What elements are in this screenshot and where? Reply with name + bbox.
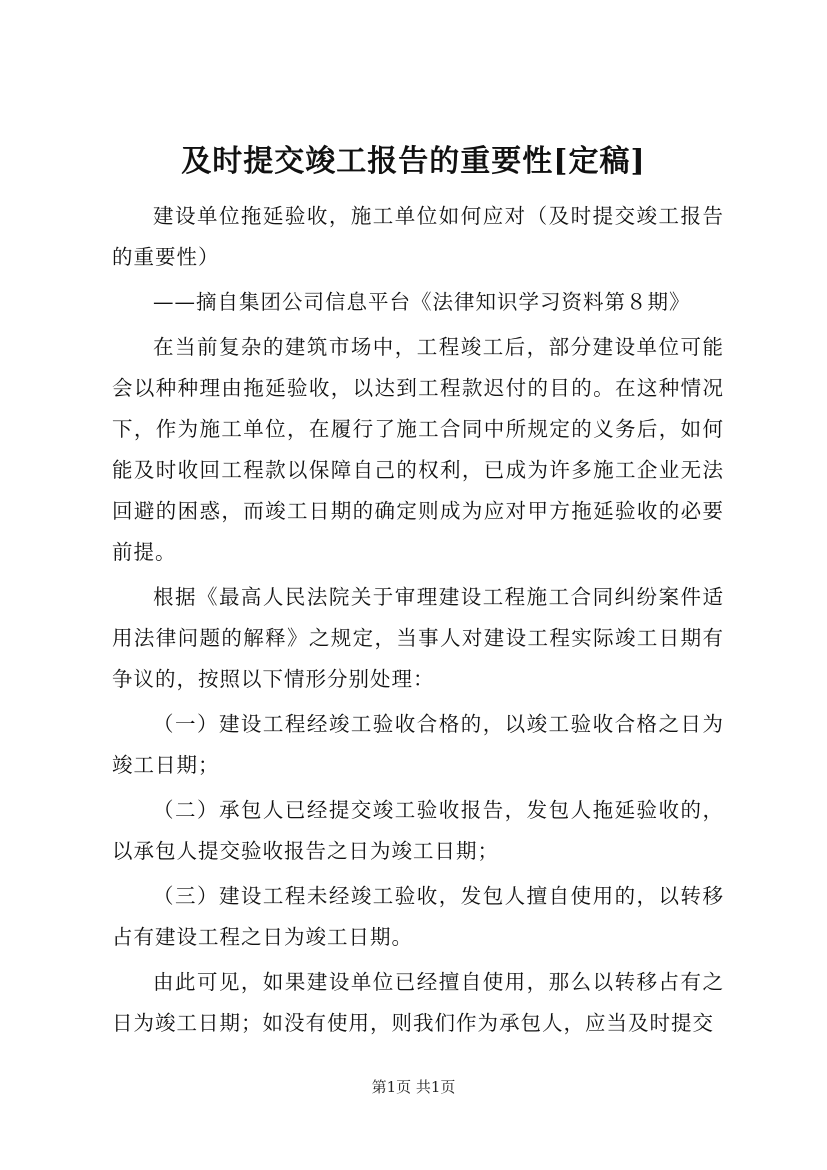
- paragraph-legal-basis: 根据《最高人民法院关于审理建设工程施工合同纠纷案件适用法律问题的解释》之规定，当事人对建设工程实际竣工日期有争议的，按照以下情形分别处理：: [112, 585, 724, 691]
- paragraph-case-1: （一）建设工程经竣工验收合格的，以竣工验收合格之日为竣工日期；: [112, 712, 724, 777]
- document-title: 及时提交竣工报告的重要性[定稿]: [181, 144, 646, 179]
- paragraph-conclusion: 由此可见，如果建设单位已经擅自使用，那么以转移占有之日为竣工日期；如没有使用，则我们作为承包人，应当及时提交: [112, 970, 724, 1035]
- document-body: [112, 196, 724, 1048]
- paragraph-subtitle: 建设单位拖延验收，施工单位如何应对（及时提交竣工报告的重要性）: [112, 204, 724, 269]
- paragraph-case-2: （二）承包人已经提交竣工验收报告，发包人拖延验收的，以承包人提交验收报告之日为竣工日期；: [112, 798, 724, 863]
- page-number: 第1页 共1页: [371, 1078, 456, 1096]
- paragraph-source: ——摘自集团公司信息平台《法律知识学习资料第８期》: [153, 290, 691, 314]
- paragraph-intro: 在当前复杂的建筑市场中，工程竣工后，部分建设单位可能会以种种理由拖延验收，以达到工程款迟付的目的。在这种情况下，作为施工单位，在履行了施工合同中所规定的义务后，如何能及时收回工程款以保障自己的权利，已成为许多施工企业无法回避的困惑，而竣工日期的确定则成为应对甲方拖延验收的必要前提。: [112, 335, 724, 564]
- paragraph-case-3: （三）建设工程未经竣工验收，发包人擅自使用的，以转移占有建设工程之日为竣工日期。: [112, 884, 724, 949]
